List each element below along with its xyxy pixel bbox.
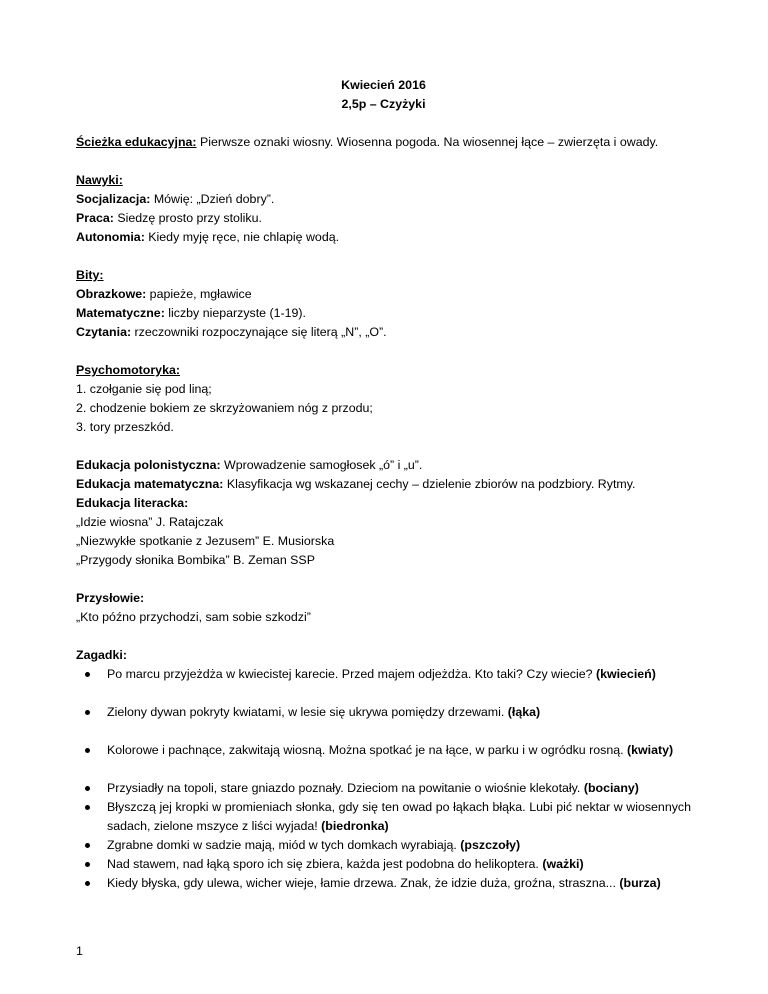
edukacja-label: Edukacja polonistyczna: [76, 458, 221, 472]
nawyki-text: Mówię: „Dzień dobry”. [150, 192, 275, 206]
zagadka-answer: (pszczoły) [460, 838, 521, 852]
edukacja-text: Wprowadzenie samogłosek „ó” i „u”. [220, 458, 423, 472]
zagadki-heading: Zagadki: [76, 648, 127, 662]
przyslowie-heading: Przysłowie: [76, 591, 145, 605]
bullet-icon [85, 862, 90, 867]
header-month: Kwiecień 2016 [341, 78, 426, 92]
nawyki-label: Autonomia: [76, 230, 145, 244]
zagadka-answer: (ważki) [542, 857, 584, 871]
edukacja-literacka-heading: Edukacja literacka: [76, 496, 189, 510]
zagadka-answer: (łąka) [507, 705, 541, 719]
bullet-icon [85, 748, 90, 753]
psychomotoryka-item: 3. tory przeszkód. [76, 420, 174, 434]
bity-heading: Bity: [76, 268, 104, 282]
literacka-item: „Idzie wiosna” J. Ratajczak [76, 515, 224, 529]
bullet-icon [85, 672, 90, 677]
nawyki-item [76, 190, 691, 209]
literacka-item: „Niezwykłe spotkanie z Jezusem” E. Musiorska [76, 534, 335, 548]
list-item [76, 874, 691, 893]
nawyki-text: Siedzę prosto przy stoliku. [113, 211, 262, 225]
zagadka-text: Po marcu przyjeżdża w kwiecistej karecie. Przed majem odjeżdża. Kto taki? Czy wiecie? [107, 667, 596, 681]
list-item [76, 836, 691, 855]
zagadka-text: Przysiadły na topoli, stare gniazdo poznały. Dzieciom na powitanie o wiośnie klekotały. [107, 781, 584, 795]
zagadki-list [76, 665, 691, 893]
nawyki-item [76, 228, 691, 247]
edukacja-text: Klasyfikacja wg wskazanej cechy – dzielenie zbiorów na podzbiory. Rytmy. [223, 477, 636, 491]
list-item [76, 779, 691, 798]
psychomotoryka-heading: Psychomotoryka: [76, 363, 180, 377]
zagadka-answer: (bociany) [583, 781, 639, 795]
document-page [76, 76, 691, 893]
bullet-icon [85, 843, 90, 848]
nawyki-label: Socjalizacja: [76, 192, 151, 206]
zagadka-text: Nad stawem, nad łąką sporo ich się zbiera, każda jest podobna do helikoptera. [107, 857, 543, 871]
zagadka-text: Kiedy błyska, gdy ulewa, wicher wieje, łamie drzewa. Znak, że idzie duża, groźna, straszna... [107, 876, 620, 890]
sciezka-label: Ścieżka edukacyjna: [76, 135, 197, 149]
edukacja-matematyczna [76, 475, 691, 494]
header-group: 2,5p – Czyżyki [341, 97, 426, 111]
list-item [76, 798, 691, 836]
nawyki-text: Kiedy myję ręce, nie chlapię wodą. [144, 230, 340, 244]
bity-text: rzeczowniki rozpoczynające się literą „N”, „O”. [131, 325, 387, 339]
nawyki-heading: Nawyki: [76, 173, 123, 187]
bity-item [76, 323, 691, 342]
zagadka-text: Kolorowe i pachnące, zakwitają wiosną. Można spotkać je na łące, w parku i w ogródku rosną. [107, 743, 627, 757]
zagadka-text: Zielony dywan pokryty kwiatami, w lesie się ukrywa pomiędzy drzewami. [107, 705, 508, 719]
zagadka-answer: (burza) [619, 876, 661, 890]
psychomotoryka-item: 2. chodzenie bokiem ze skrzyżowaniem nóg z przodu; [76, 401, 373, 415]
zagadka-text: Zgrabne domki w sadzie mają, miód w tych domkach wyrabiają. [107, 838, 461, 852]
bity-item [76, 304, 691, 323]
zagadka-answer: (kwiaty) [627, 743, 674, 757]
bity-text: liczby nieparzyste (1-19). [164, 306, 306, 320]
bullet-icon [85, 881, 90, 886]
nawyki-item [76, 209, 691, 228]
bity-label: Obrazkowe: [76, 287, 147, 301]
przyslowie-text: „Kto późno przychodzi, sam sobie szkodzi” [76, 610, 311, 624]
zagadka-text: Błyszczą jej kropki w promieniach słonka, gdy się ten owad po łąkach błąka. Lubi pić nektar w wiosennych sadach, zielone mszyce z liści wyjada! [107, 800, 691, 833]
bity-label: Matematyczne: [76, 306, 165, 320]
list-item [76, 855, 691, 874]
list-item [76, 741, 691, 760]
psychomotoryka-item: 1. czołganie się pod liną; [76, 382, 212, 396]
zagadka-answer: (kwiecień) [595, 667, 656, 681]
page-number: 1 [76, 944, 83, 958]
literacka-item: „Przygody słonika Bombika” B. Zeman SSP [76, 553, 315, 567]
bity-text: papieże, mgławice [146, 287, 252, 301]
bullet-icon [85, 786, 90, 791]
sciezka-paragraph [76, 133, 691, 152]
nawyki-label: Praca: [76, 211, 114, 225]
bullet-icon [85, 710, 90, 715]
bullet-icon [85, 805, 90, 810]
zagadka-answer: (biedronka) [321, 819, 389, 833]
list-item [76, 703, 691, 722]
edukacja-label: Edukacja matematyczna: [76, 477, 224, 491]
list-item [76, 665, 691, 684]
bity-item [76, 285, 691, 304]
edukacja-polonistyczna [76, 456, 691, 475]
bity-label: Czytania: [76, 325, 132, 339]
sciezka-text: Pierwsze oznaki wiosny. Wiosenna pogoda. Na wiosennej łące – zwierzęta i owady. [196, 135, 659, 149]
